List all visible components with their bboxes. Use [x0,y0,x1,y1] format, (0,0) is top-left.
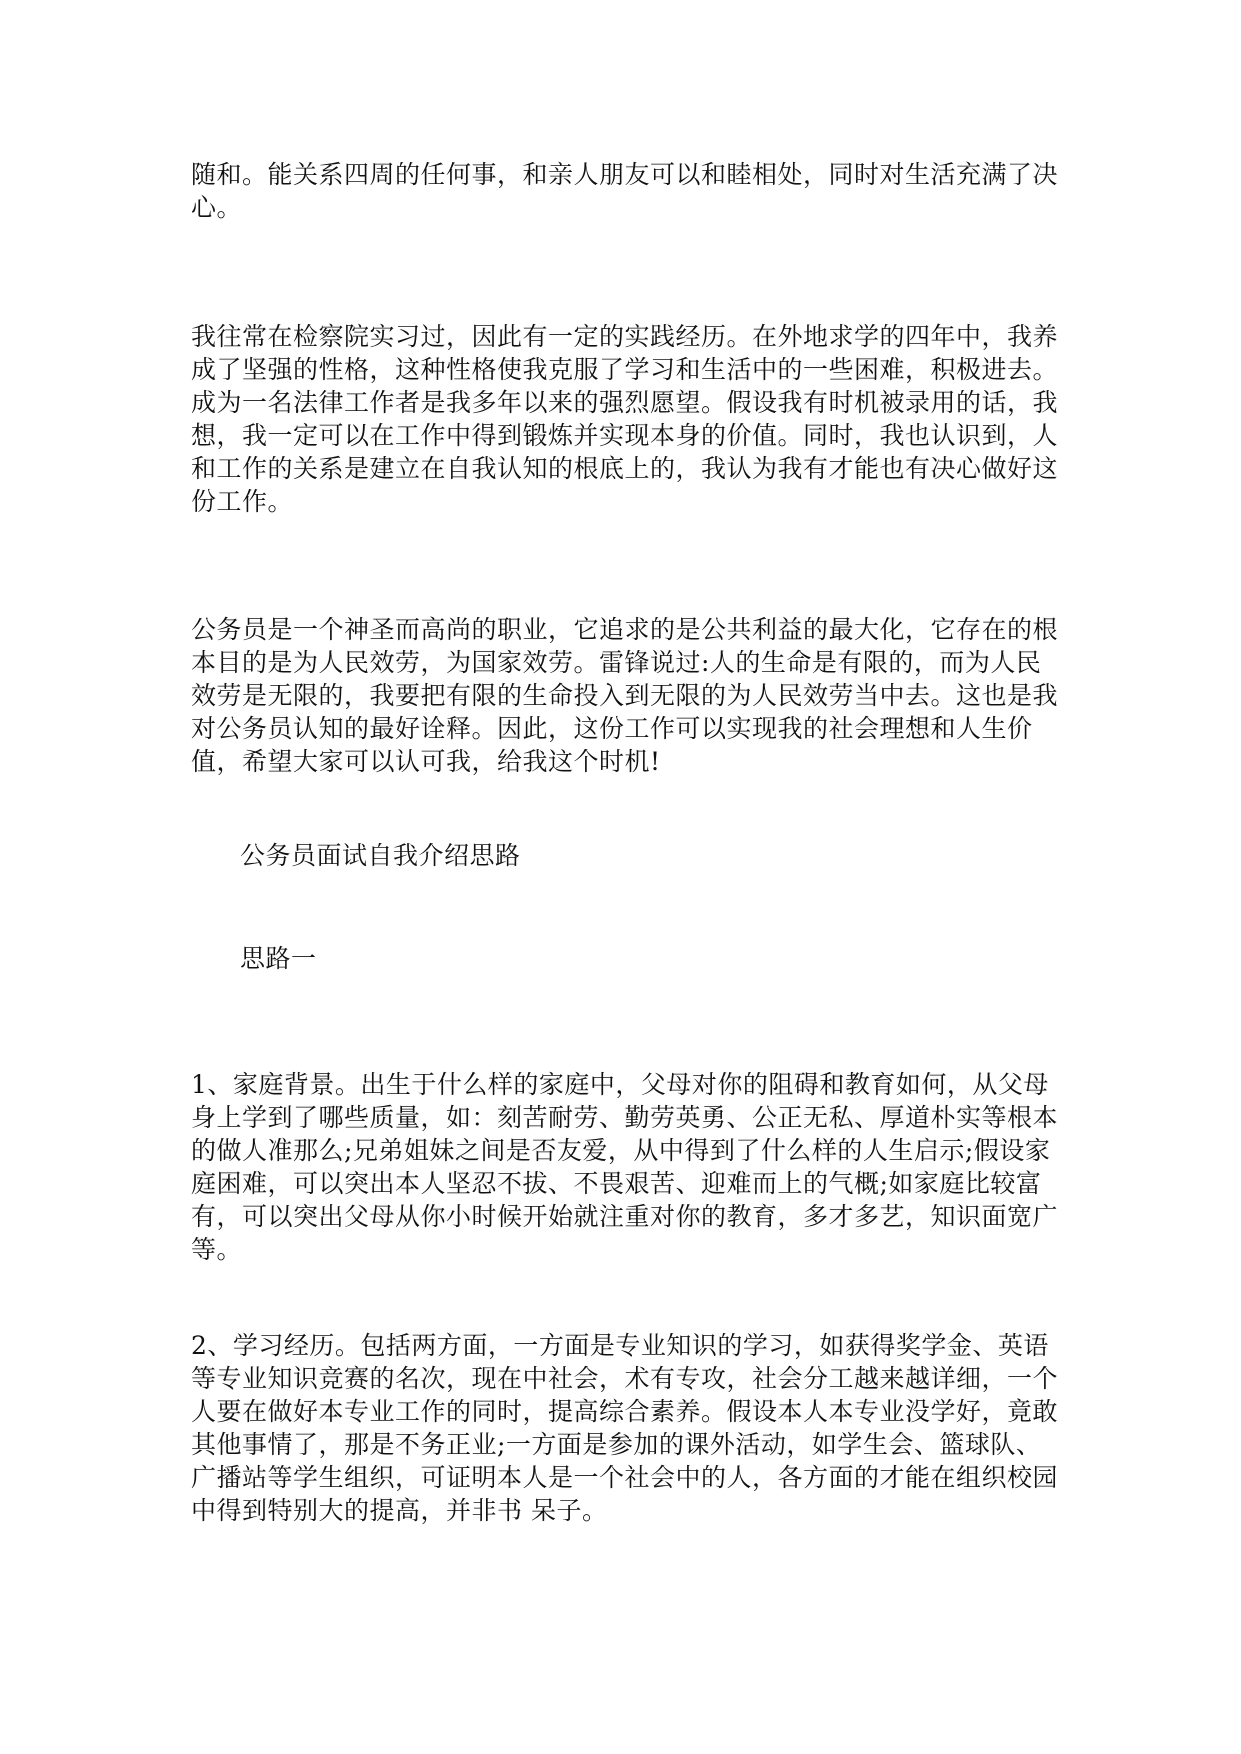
paragraph-experience: 我往常在检察院实习过，因此有一定的实践经历。在外地求学的四年中，我养成了坚强的性格，这种性格使我克服了学习和生活中的一些困难，积极进去。成为一名法律工作者是我多年以来的强烈愿望。假设我有时机被录用的话，我想，我一定可以在工作中得到锻炼并实现本身的价值。同时，我也认识到，人和工作的关系是建立在自我认知的根底上的，我认为我有才能也有决心做好这份工作。 [191,322,1059,516]
paragraph-personality: 随和。能关系四周的任何事，和亲人朋友可以和睦相处，同时对生活充满了决心。 [191,160,1059,222]
list-item-study-experience: 2、学习经历。包括两方面，一方面是专业知识的学习，如获得奖学金、英语等专业知识竞赛的名次，现在中社会，术有专攻，社会分工越来越详细，一个人要在做好本专业工作的同时，提高综合素养。假设本人本专业没学好，竟敢其他事情了，那是不务正业;一方面是参加的课外活动，如学生会、篮球队、广播站等学生组织，可证明本人是一个社会中的人，各方面的才能在组织校园中得到特别大的提高，并非书 呆子。 [191,1331,1059,1525]
subsection-title: 思路一 [240,944,317,973]
section-title: 公务员面试自我介绍思路 [240,841,521,870]
paragraph-civil-servant: 公务员是一个神圣而高尚的职业，它追求的是公共利益的最大化，它存在的根本目的是为人民效劳，为国家效劳。雷锋说过:人的生命是有限的，而为人民效劳是无限的，我要把有限的生命投入到无限的为人民效劳当中去。这也是我对公务员认知的最好诠释。因此，这份工作可以实现我的社会理想和人生价值，希望大家可以认可我，给我这个时机! [191,615,1059,776]
list-item-family-background: 1、家庭背景。出生于什么样的家庭中，父母对你的阻碍和教育如何，从父母身上学到了哪些质量，如：刻苦耐劳、勤劳英勇、公正无私、厚道朴实等根本的做人准那么;兄弟姐妹之间是否友爱，从中得到了什么样的人生启示;假设家庭困难，可以突出本人坚忍不拔、不畏艰苦、迎难而上的气概;如家庭比较富有，可以突出父母从你小时候开始就注重对你的教育，多才多艺，知识面宽广等。 [191,1070,1059,1264]
